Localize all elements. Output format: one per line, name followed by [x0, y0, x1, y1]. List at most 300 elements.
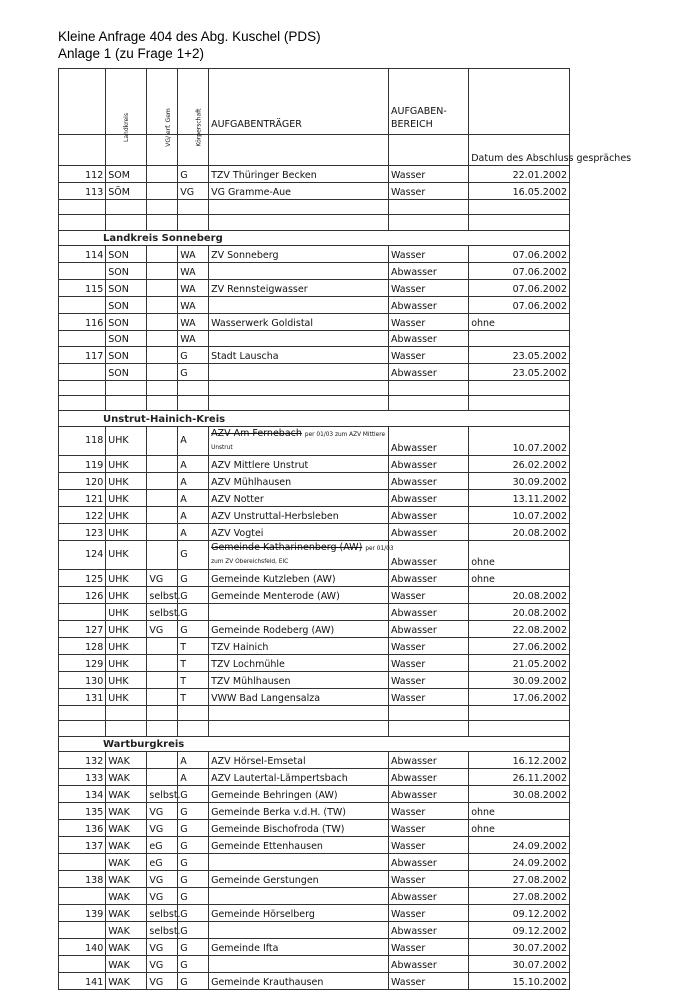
row-bereich: Wasser — [389, 637, 469, 654]
row-koerperschaft: G — [178, 569, 209, 586]
row-datum: 10.07.2002 — [469, 426, 570, 455]
row-vg — [147, 506, 178, 523]
row-bereich: Wasser — [389, 246, 469, 263]
row-vg — [147, 540, 178, 569]
row-vg — [147, 166, 178, 183]
row-koerperschaft: A — [178, 523, 209, 540]
row-koerperschaft: WA — [178, 331, 209, 346]
section-title: Wartburgkreis — [59, 736, 570, 751]
row-datum: 16.05.2002 — [469, 183, 570, 200]
row-bereich: Abwasser — [389, 785, 469, 802]
row-bereich: Wasser — [389, 819, 469, 836]
row-number: 131 — [59, 688, 106, 705]
row-landkreis: WAK — [106, 887, 147, 904]
row-datum: ohne — [469, 314, 570, 331]
table-row — [59, 972, 570, 989]
row-landkreis: UHK — [106, 489, 147, 506]
table-row — [59, 870, 570, 887]
row-traeger: Stadt Lauscha — [209, 346, 389, 363]
header-cell-datum: Datum des Abschluss gespräches — [469, 135, 570, 166]
row-vg: VG — [147, 802, 178, 819]
table-row — [59, 246, 570, 263]
row-bereich: Wasser — [389, 346, 469, 363]
section-row — [59, 411, 570, 426]
row-landkreis: SON — [106, 297, 147, 314]
row-number: 115 — [59, 280, 106, 297]
table-row — [59, 506, 570, 523]
table-row — [59, 540, 570, 569]
section-title: Landkreis Sonneberg — [59, 230, 570, 245]
row-bereich: Abwasser — [389, 489, 469, 506]
table-row — [59, 455, 570, 472]
group-uhk — [59, 411, 570, 736]
row-bereich: Abwasser — [389, 472, 469, 489]
row-number — [59, 955, 106, 972]
section-row — [59, 736, 570, 751]
section-row — [59, 230, 570, 245]
row-landkreis: WAK — [106, 955, 147, 972]
row-koerperschaft: G — [178, 938, 209, 955]
row-traeger: AZV Vogtei — [209, 523, 389, 540]
row-landkreis: UHK — [106, 620, 147, 637]
empty-row — [59, 705, 570, 720]
row-vg: selbst. — [147, 785, 178, 802]
row-datum: 20.08.2002 — [469, 523, 570, 540]
group-wak — [59, 736, 570, 989]
row-bereich: Abwasser — [389, 620, 469, 637]
row-datum: 27.08.2002 — [469, 870, 570, 887]
row-datum: 23.05.2002 — [469, 346, 570, 363]
row-traeger: Wasserwerk Goldistal — [209, 314, 389, 331]
table-row — [59, 904, 570, 921]
header-row-2 — [59, 135, 570, 166]
table-row — [59, 768, 570, 785]
table-row — [59, 603, 570, 620]
table-row — [59, 472, 570, 489]
row-traeger: TZV Thüringer Becken — [209, 166, 389, 183]
empty-row — [59, 215, 570, 230]
row-landkreis: SON — [106, 346, 147, 363]
row-traeger: AZV Mühlhausen — [209, 472, 389, 489]
row-koerperschaft: G — [178, 586, 209, 603]
row-traeger: TZV Hainich — [209, 637, 389, 654]
table-row — [59, 523, 570, 540]
row-datum: 21.05.2002 — [469, 654, 570, 671]
header-cell-blank — [469, 69, 570, 135]
row-traeger — [209, 540, 394, 569]
traeger-note-line2: zum ZV Obereichsfeld, EIC — [211, 558, 289, 565]
row-datum: 07.06.2002 — [469, 246, 570, 263]
row-number: 140 — [59, 938, 106, 955]
struck-traeger: Gemeinde Katharinenberg (AW) — [211, 541, 363, 553]
row-vg — [147, 455, 178, 472]
row-bereich: Wasser — [389, 688, 469, 705]
row-number: 127 — [59, 620, 106, 637]
traeger-note: per 01/03 zum AZV Mittlere — [304, 431, 386, 438]
row-bereich: Wasser — [389, 183, 469, 200]
row-landkreis: WAK — [106, 904, 147, 921]
row-number — [59, 603, 106, 620]
row-koerperschaft: G — [178, 955, 209, 972]
row-traeger: TZV Lochmühle — [209, 654, 389, 671]
row-traeger — [209, 955, 389, 972]
row-koerperschaft: A — [178, 455, 209, 472]
row-traeger: Gemeinde Hörselberg — [209, 904, 389, 921]
table-row — [59, 853, 570, 870]
row-traeger — [209, 426, 389, 455]
group-top — [59, 166, 570, 231]
table-row — [59, 819, 570, 836]
row-landkreis: WAK — [106, 768, 147, 785]
row-landkreis: WAK — [106, 853, 147, 870]
row-vg — [147, 183, 178, 200]
traeger-note-line2: Unstrut — [211, 444, 233, 451]
row-koerperschaft: G — [178, 785, 209, 802]
row-number: 117 — [59, 346, 106, 363]
row-koerperschaft: G — [178, 603, 209, 620]
table-row — [59, 620, 570, 637]
row-koerperschaft: G — [178, 887, 209, 904]
row-vg — [147, 654, 178, 671]
row-landkreis: WAK — [106, 802, 147, 819]
row-koerperschaft: G — [178, 819, 209, 836]
row-koerperschaft: G — [178, 166, 209, 183]
row-landkreis: UHK — [106, 523, 147, 540]
row-bereich: Abwasser — [389, 921, 469, 938]
row-traeger: ZV Sonneberg — [209, 246, 389, 263]
row-koerperschaft: A — [178, 751, 209, 768]
row-koerperschaft: G — [178, 363, 209, 380]
row-number: 122 — [59, 506, 106, 523]
row-vg — [147, 346, 178, 363]
row-datum: 20.08.2002 — [469, 586, 570, 603]
row-traeger: ZV Rennsteigwasser — [209, 280, 389, 297]
row-koerperschaft: WA — [178, 297, 209, 314]
row-vg — [147, 523, 178, 540]
row-traeger: Gemeinde Menterode (AW) — [209, 586, 389, 603]
row-koerperschaft: G — [178, 346, 209, 363]
row-landkreis: SON — [106, 246, 147, 263]
row-landkreis: WAK — [106, 870, 147, 887]
row-datum: 09.12.2002 — [469, 921, 570, 938]
row-landkreis: SOM — [106, 166, 147, 183]
row-datum: 16.12.2002 — [469, 751, 570, 768]
row-bereich: Abwasser — [389, 540, 469, 569]
row-bereich: Wasser — [389, 586, 469, 603]
row-datum: 26.02.2002 — [469, 455, 570, 472]
row-bereich: Wasser — [389, 280, 469, 297]
row-number: 124 — [59, 540, 106, 569]
row-bereich: Abwasser — [389, 603, 469, 620]
row-landkreis: UHK — [106, 586, 147, 603]
row-bereich: Abwasser — [389, 426, 469, 455]
row-datum: 23.05.2002 — [469, 363, 570, 380]
row-traeger — [209, 331, 389, 346]
row-bereich: Wasser — [389, 938, 469, 955]
row-landkreis: SON — [106, 314, 147, 331]
data-table — [58, 68, 632, 990]
row-landkreis: UHK — [106, 603, 147, 620]
row-datum: 27.06.2002 — [469, 637, 570, 654]
table-row — [59, 297, 570, 314]
row-traeger — [209, 853, 389, 870]
row-number: 134 — [59, 785, 106, 802]
row-number: 132 — [59, 751, 106, 768]
row-landkreis: SÖM — [106, 183, 147, 200]
row-number — [59, 921, 106, 938]
row-traeger: Gemeinde Krauthausen — [209, 972, 389, 989]
row-bereich: Wasser — [389, 314, 469, 331]
row-bereich: Abwasser — [389, 523, 469, 540]
row-landkreis: WAK — [106, 938, 147, 955]
row-number — [59, 297, 106, 314]
row-landkreis: UHK — [106, 455, 147, 472]
row-landkreis: UHK — [106, 472, 147, 489]
table-row — [59, 346, 570, 363]
row-traeger: AZV Lautertal-Lämpertsbach — [209, 768, 389, 785]
row-landkreis: UHK — [106, 654, 147, 671]
table-row — [59, 751, 570, 768]
row-datum: 26.11.2002 — [469, 768, 570, 785]
table-row — [59, 836, 570, 853]
row-number: 119 — [59, 455, 106, 472]
row-landkreis: UHK — [106, 506, 147, 523]
row-koerperschaft: WA — [178, 280, 209, 297]
row-number: 112 — [59, 166, 106, 183]
table-row — [59, 955, 570, 972]
row-koerperschaft: G — [178, 836, 209, 853]
row-traeger: Gemeinde Bischofroda (TW) — [209, 819, 389, 836]
row-traeger: VG Gramme-Aue — [209, 183, 389, 200]
row-datum: 22.01.2002 — [469, 166, 570, 183]
row-bereich: Abwasser — [389, 853, 469, 870]
row-traeger — [209, 297, 389, 314]
row-vg: VG — [147, 972, 178, 989]
table-row — [59, 586, 570, 603]
header-cell-vg: VG/ erf. Gem — [147, 69, 178, 135]
group-sonneberg — [59, 230, 570, 411]
empty-row — [59, 380, 570, 395]
row-number: 130 — [59, 671, 106, 688]
row-number: 114 — [59, 246, 106, 263]
table-row — [59, 263, 570, 280]
row-datum: 22.08.2002 — [469, 620, 570, 637]
row-landkreis: WAK — [106, 785, 147, 802]
row-bereich: Abwasser — [389, 297, 469, 314]
row-bereich: Abwasser — [389, 751, 469, 768]
row-traeger: AZV Notter — [209, 489, 389, 506]
row-bereich: Wasser — [389, 671, 469, 688]
row-number: 121 — [59, 489, 106, 506]
row-datum: 30.09.2002 — [469, 671, 570, 688]
row-landkreis: SON — [106, 280, 147, 297]
row-datum — [469, 331, 570, 346]
document-header — [58, 28, 321, 62]
row-koerperschaft: T — [178, 671, 209, 688]
row-landkreis: UHK — [106, 569, 147, 586]
table-row — [59, 363, 570, 380]
row-koerperschaft: G — [178, 921, 209, 938]
row-koerperschaft: A — [178, 506, 209, 523]
row-number: 137 — [59, 836, 106, 853]
table-row — [59, 938, 570, 955]
row-datum: 07.06.2002 — [469, 297, 570, 314]
row-koerperschaft: T — [178, 637, 209, 654]
row-landkreis: WAK — [106, 836, 147, 853]
row-number: 141 — [59, 972, 106, 989]
row-vg — [147, 768, 178, 785]
row-bereich: Wasser — [389, 166, 469, 183]
row-vg — [147, 263, 178, 280]
row-datum: 24.09.2002 — [469, 853, 570, 870]
table-row — [59, 654, 570, 671]
row-landkreis: UHK — [106, 426, 147, 455]
row-koerperschaft: G — [178, 540, 209, 569]
row-datum: 30.07.2002 — [469, 938, 570, 955]
row-number — [59, 331, 106, 346]
row-vg: selbst. — [147, 921, 178, 938]
row-vg: selbst. — [147, 904, 178, 921]
row-vg: VG — [147, 620, 178, 637]
row-datum: ohne — [469, 569, 570, 586]
row-koerperschaft: VG — [178, 183, 209, 200]
section-title: Unstrut-Hainich-Kreis — [59, 411, 570, 426]
header-row — [59, 69, 570, 135]
row-datum: 30.09.2002 — [469, 472, 570, 489]
row-datum: 30.08.2002 — [469, 785, 570, 802]
row-koerperschaft: T — [178, 654, 209, 671]
row-datum: ohne — [469, 819, 570, 836]
row-datum: 24.09.2002 — [469, 836, 570, 853]
row-traeger — [209, 921, 389, 938]
row-number: 133 — [59, 768, 106, 785]
row-landkreis: SON — [106, 331, 147, 346]
header-cell-bereich: AUFGABEN- BEREICH — [389, 69, 469, 135]
row-number — [59, 263, 106, 280]
row-vg: VG — [147, 569, 178, 586]
row-number: 139 — [59, 904, 106, 921]
row-vg — [147, 472, 178, 489]
header-subtitle: Anlage 1 (zu Frage 1+2) — [58, 46, 204, 61]
row-koerperschaft: G — [178, 870, 209, 887]
row-koerperschaft: G — [178, 853, 209, 870]
header-cell-koerperschaft: Körperschaft — [178, 69, 209, 135]
row-vg — [147, 246, 178, 263]
row-koerperschaft: T — [178, 688, 209, 705]
table-row — [59, 331, 570, 346]
row-vg — [147, 751, 178, 768]
row-bereich: Wasser — [389, 654, 469, 671]
row-datum: 09.12.2002 — [469, 904, 570, 921]
row-koerperschaft: WA — [178, 263, 209, 280]
row-landkreis: SON — [106, 363, 147, 380]
header-cell-traeger: AUFGABENTRÄGER — [209, 69, 389, 135]
row-vg — [147, 637, 178, 654]
row-bereich: Abwasser — [389, 506, 469, 523]
row-number: 129 — [59, 654, 106, 671]
row-traeger: AZV Hörsel-Emsetal — [209, 751, 389, 768]
struck-traeger: AZV Am Fernebach — [211, 427, 302, 439]
row-vg — [147, 671, 178, 688]
table-row — [59, 688, 570, 705]
row-bereich: Wasser — [389, 870, 469, 887]
row-bereich: Abwasser — [389, 455, 469, 472]
row-vg — [147, 314, 178, 331]
table-row — [59, 489, 570, 506]
row-koerperschaft: WA — [178, 246, 209, 263]
row-landkreis: WAK — [106, 972, 147, 989]
row-number — [59, 887, 106, 904]
row-landkreis: SON — [106, 263, 147, 280]
row-vg — [147, 331, 178, 346]
table-row — [59, 887, 570, 904]
empty-row — [59, 395, 570, 410]
row-datum: 27.08.2002 — [469, 887, 570, 904]
row-vg: VG — [147, 955, 178, 972]
row-traeger: TZV Mühlhausen — [209, 671, 389, 688]
row-number: 123 — [59, 523, 106, 540]
row-landkreis: UHK — [106, 637, 147, 654]
row-datum: 07.06.2002 — [469, 280, 570, 297]
row-vg — [147, 363, 178, 380]
table-row — [59, 802, 570, 819]
row-vg: selbst. — [147, 603, 178, 620]
row-traeger — [209, 887, 389, 904]
row-number: 128 — [59, 637, 106, 654]
row-koerperschaft: A — [178, 768, 209, 785]
row-vg: eG — [147, 853, 178, 870]
row-koerperschaft: G — [178, 620, 209, 637]
traeger-note: per 01/03 — [365, 545, 394, 552]
row-traeger: Gemeinde Ettenhausen — [209, 836, 389, 853]
row-number: 136 — [59, 819, 106, 836]
row-vg — [147, 426, 178, 455]
row-datum: 20.08.2002 — [469, 603, 570, 620]
table-row — [59, 921, 570, 938]
row-koerperschaft: A — [178, 472, 209, 489]
row-koerperschaft: WA — [178, 314, 209, 331]
empty-row — [59, 200, 570, 215]
row-landkreis: UHK — [106, 540, 147, 569]
empty-row — [59, 721, 570, 736]
row-datum: 30.07.2002 — [469, 955, 570, 972]
row-bereich: Abwasser — [389, 363, 469, 380]
header-title: Kleine Anfrage 404 des Abg. Kuschel (PDS) — [58, 29, 321, 44]
row-vg: VG — [147, 870, 178, 887]
row-number: 126 — [59, 586, 106, 603]
table-row — [59, 569, 570, 586]
row-vg — [147, 688, 178, 705]
row-bereich: Wasser — [389, 972, 469, 989]
header-cell-nr — [59, 69, 106, 135]
row-traeger — [209, 603, 389, 620]
row-landkreis: UHK — [106, 671, 147, 688]
row-bereich: Abwasser — [389, 331, 469, 346]
row-number: 113 — [59, 183, 106, 200]
header-cell-landkreis: Landkreis — [106, 69, 147, 135]
row-datum: ohne — [469, 540, 570, 569]
row-datum: 15.10.2002 — [469, 972, 570, 989]
row-bereich: Abwasser — [389, 955, 469, 972]
row-koerperschaft: G — [178, 904, 209, 921]
row-datum: 13.11.2002 — [469, 489, 570, 506]
row-landkreis: WAK — [106, 819, 147, 836]
row-bereich: Wasser — [389, 836, 469, 853]
row-traeger: Gemeinde Gerstungen — [209, 870, 389, 887]
row-bereich: Abwasser — [389, 569, 469, 586]
row-bereich: Wasser — [389, 802, 469, 819]
table-row — [59, 671, 570, 688]
